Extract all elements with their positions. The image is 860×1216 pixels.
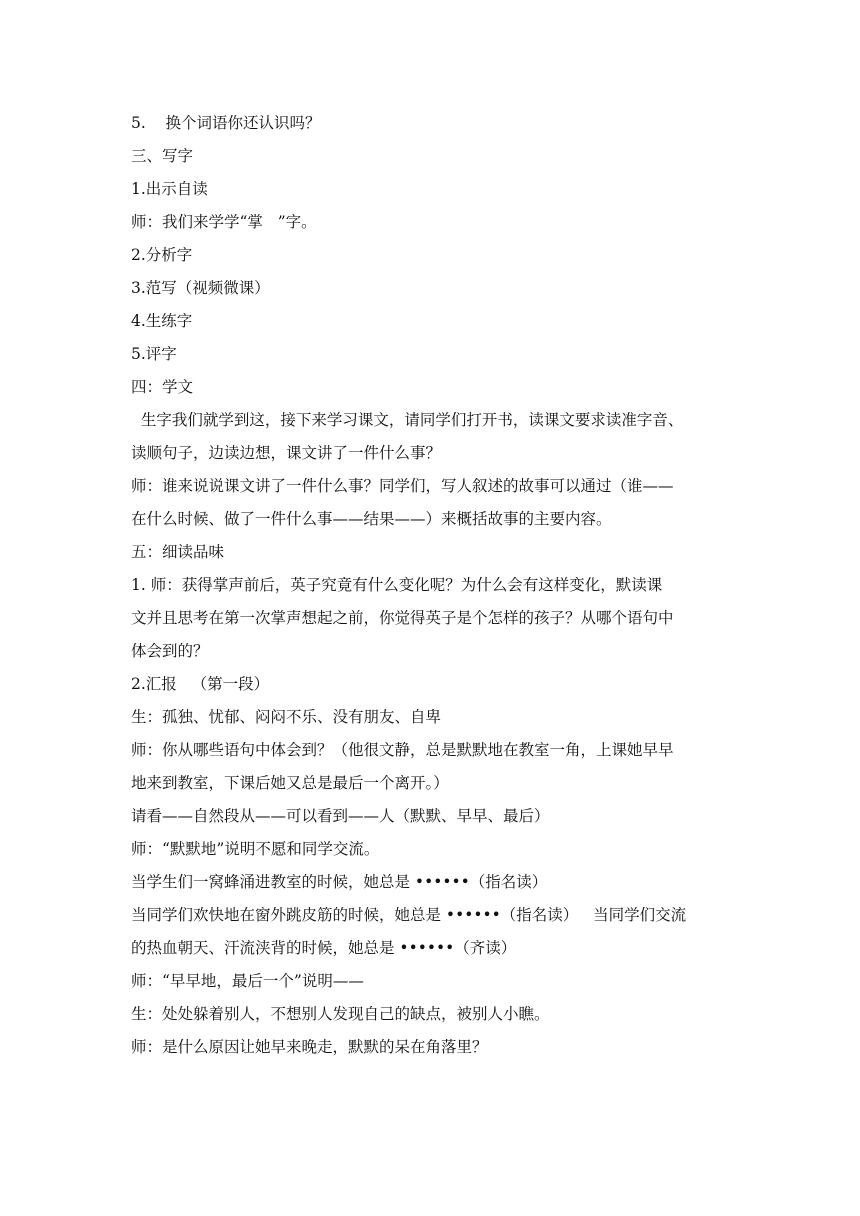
- text-line: 请看——自然段从——可以看到——人（默默、早早、最后）: [131, 807, 550, 825]
- document-body: [131, 107, 731, 1064]
- text-line: 2.分析字: [131, 246, 193, 264]
- section-heading: 四：学文: [131, 378, 194, 396]
- text-line: 师：我们来学学“掌 ”字。: [131, 213, 317, 231]
- text-line: 师：是什么原因让她早来晚走，默默的呆在角落里？: [131, 1038, 488, 1056]
- text-line: 生：处处躲着别人，不想别人发现自己的缺点，被别人小瞧。: [131, 1005, 550, 1023]
- text-line: 师：“早早地，最后一个”说明——: [131, 972, 364, 990]
- section-heading: 三、写字: [131, 147, 194, 165]
- text-line: 2.汇报 （第一段）: [131, 675, 270, 693]
- paragraph-line: 师：谁来说说课文讲了一件什么事？同学们，写人叙述的故事可以通过（谁——: [131, 477, 674, 495]
- paragraph-line: 生字我们就学到这，接下来学习课文，请同学们打开书，读课文要求读准字音、: [131, 411, 684, 429]
- paragraph-line: 文并且思考在第一次掌声想起之前，你觉得英子是个怎样的孩子？从哪个语句中: [131, 609, 674, 627]
- section-heading: 五：细读品味: [131, 543, 225, 561]
- text-line: 5. 换个词语你还认识吗？: [131, 114, 321, 132]
- paragraph-line: 体会到的？: [131, 642, 209, 660]
- text-line: 当学生们一窝蜂涌进教室的时候，她总是 ••••••（指名读）: [131, 873, 548, 891]
- paragraph-line: 1. 师：获得掌声前后，英子究竟有什么变化呢？为什么会有这样变化，默读课: [131, 576, 663, 594]
- paragraph-line: 当同学们欢快地在窗外跳皮筋的时候，她总是 ••••••（指名读） 当同学们交流: [131, 906, 687, 924]
- text-line: 师：“默默地”说明不愿和同学交流。: [131, 840, 380, 858]
- paragraph-line: 师：你从哪些语句中体会到？（他很文静，总是默默地在教室一角，上课她早早: [131, 741, 674, 759]
- paragraph-line: 读顺句子，边读边想，课文讲了一件什么事？: [131, 444, 442, 462]
- text-line: 5.评字: [131, 345, 177, 363]
- paragraph-line: 在什么时候、做了一件什么事——结果——）来概括故事的主要内容。: [131, 510, 612, 528]
- text-line: 3.范写（视频微课）: [131, 279, 270, 297]
- text-line: 1.出示自读: [131, 180, 208, 198]
- text-line: 生：孤独、忧郁、闷闷不乐、没有朋友、自卑: [131, 708, 442, 726]
- text-line: 4.生练字: [131, 312, 193, 330]
- paragraph-line: 的热血朝天、汗流浃背的时候，她总是 ••••••（齐读）: [131, 939, 517, 957]
- paragraph-line: 地来到教室，下课后她又总是最后一个离开。）: [131, 774, 449, 792]
